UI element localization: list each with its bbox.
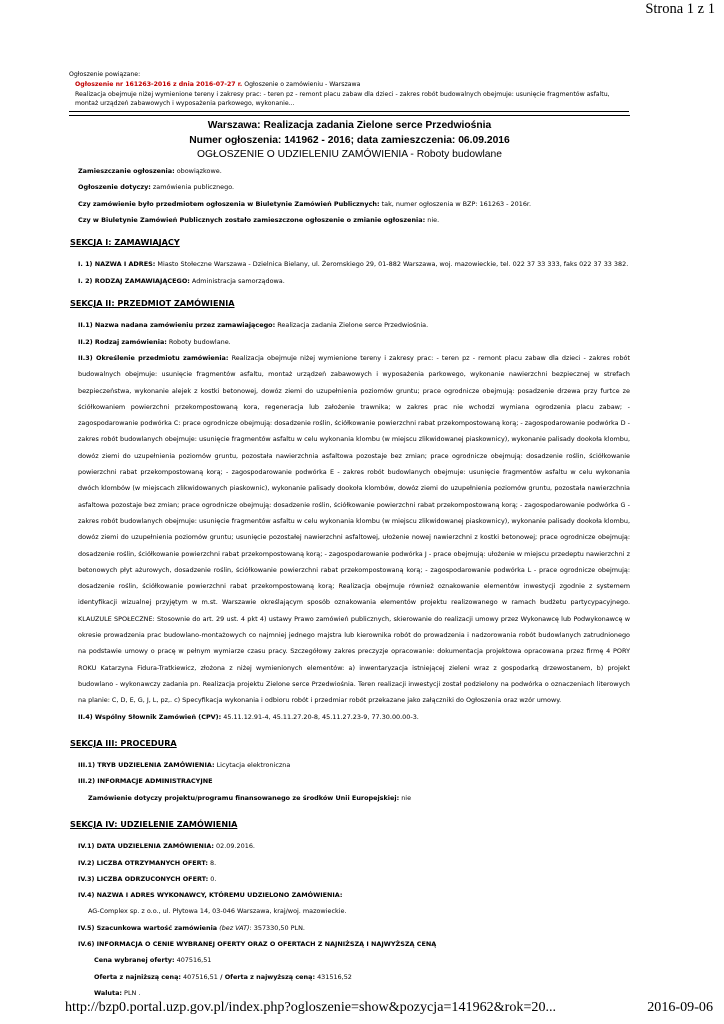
chosen-offer-price: Cena wybranej oferty: 407516,51 <box>94 956 212 965</box>
print-footer <box>65 999 715 1016</box>
footer-url[interactable]: http://bzp0.portal.uzp.gov.pl/index.php?ogloszenie=show&pozycja=141962&rok=20... <box>65 999 557 1015</box>
contracting-authority-address: I. 1) NAZWA I ADRES: Miasto Stołeczne Warszawa - Dzielnica Bielany, ul. Żeromskiego 29, 01-882 Warszawa, woj. mazowieckie, tel. 022 37 33 333, faks 022 37 33 382. <box>78 260 629 269</box>
related-link-line <box>69 80 629 90</box>
award-date: IV.1) DATA UDZIELENIA ZAMÓWIENIA: 02.09.2016. <box>78 842 255 851</box>
related-description: Realizacja obejmuje niżej wymienione tereny i zakresy prac: - teren pz - remont placu zabaw dla dzieci - zakres robót budowalnych obejmuje: usunięcie fragmentów asfaltu, montaż urządzeń zabawowych i wyposażenia parkowego, wykonanie... <box>69 90 629 113</box>
related-notice <box>69 70 629 112</box>
order-type: II.2) Rodzaj zamówienia: Roboty budowlane. <box>78 337 231 346</box>
contractor-address: AG-Complex sp. z o.o., ul. Płytowa 14, 03-046 Warszawa, kraj/woj. mazowieckie. <box>88 907 347 916</box>
notice-number: Numer ogłoszenia: 141962 - 2016; data zamieszczenia: 06.09.2016 <box>189 134 510 146</box>
contractor-heading: IV.4) NAZWA I ADRES WYKONAWCY, KTÓREMU UDZIELONO ZAMÓWIENIA: <box>78 891 343 900</box>
intro-concerns: Ogłoszenie dotyczy: zamówienia publicznego. <box>78 183 235 192</box>
currency: Waluta: PLN . <box>94 988 141 997</box>
section-1-heading: SEKCJA I: ZAMAWIAJĄCY <box>70 237 180 248</box>
offers-received: IV.2) LICZBA OTRZYMANYCH OFERT: 8. <box>78 858 217 867</box>
section-2-heading: SEKCJA II: PRZEDMIOT ZAMÓWIENIA <box>70 298 235 309</box>
order-name: II.1) Nazwa nadana zamówieniu przez zamawiającego: Realizacja zadania Zielone serce Przedwiośnia. <box>78 321 429 330</box>
page-number: Strona 1 z 1 <box>645 1 715 17</box>
notice-title: Warszawa: Realizacja zadania Zielone serce Przedwiośnia <box>207 120 492 131</box>
section-4-heading: SEKCJA IV: UDZIELENIE ZAMÓWIENIA <box>70 818 238 829</box>
notice-subtitle: OGŁOSZENIE O UDZIELENIU ZAMÓWIENIA - Roboty budowlane <box>197 149 502 160</box>
contracting-authority-type: I. 2) RODZAJ ZAMAWIAJĄCEGO: Administracja samorządowa. <box>78 276 285 285</box>
lowest-highest-offer: Oferta z najniższą ceną: 407516,51 / Oferta z najwyższą ceną: 431516,52 <box>94 972 352 981</box>
notice-content <box>70 163 630 1001</box>
offers-rejected: IV.3) LICZBA ODRZUCONYCH OFERT: 0. <box>78 874 217 883</box>
related-label: Ogłoszenie powiązane: <box>69 71 141 78</box>
section-3-heading: SEKCJA III: PROCEDURA <box>70 737 177 748</box>
related-link-suffix: Ogłoszenie o zamówieniu - Warszawa <box>244 80 361 88</box>
eu-funding: Zamówienie dotyczy projektu/programu finansowanego ze środków Unii Europejskiej: nie <box>88 793 412 802</box>
notice-header <box>69 115 630 163</box>
intro-mandatory: Zamieszczanie ogłoszenia: obowiązkowe. <box>78 167 222 175</box>
footer-date: 2016-09-06 <box>647 999 713 1015</box>
price-info-heading: IV.6) INFORMACJA O CENIE WYBRANEJ OFERTY ORAZ O OFERTACH Z NAJNIŻSZĄ I NAJWYŻSZĄ CENĄ <box>78 940 437 949</box>
order-description: II.3) Określenie przedmiotu zamówienia: Realizacja obejmuje niżej wymienione tereny i zakresy prac: - teren pz - remont placu zabaw dla dzieci - zakres robót budowalnych obejmuje: usunięcie fragmentów asfaltu, montaż urządzeń zabawowych i wyposażenia parkowego, wykonanie nawierzchni bezpiecznej w strefach bezpieczeństwa, wykonanie alejek z kostki betonowej, dowóz ziemi do uzupełnienia poziomów gruntu; prace ogrodnicze obejmują: posadzenie drzewa przy furtce ze ściółkowaniem powierzchni przekompostowaną kora, regeneracja lub założenie trawnika; w zakres prac nie wchodzi wymiana ogrodzenia placu zabaw; - zagospodarowanie podwórka C: prace ogrodnicze obejmują: dosadzenie roślin, ściółkowanie powierzchni rabat przekompostowaną korą; - zagospodarowanie podwórka D - zakres robót budowlanych obejmuje: usunięcie fragmentów asfaltu w celu wykonania klombu (w miejscu zlikwidowanej piaskownicy), wykonanie palisady dookoła klombu, dowóz ziemi do uzupełnienia poziomów gruntu, pozostała nawierzchnia asfaltowa pozostaje bez zmian; prace ogrodnicze obejmują: dosadzenie roślin, ściółkowanie powierzchni rabat przekompostowaną korą; - zagospodarowanie podwórka E - zakres robót budowlanych obejmuje: usunięcie fragmentów asfaltu w celu wykonania dwóch klombów (w miejscach zlikwidowanych piaskownic), wykonanie palisady dookoła klombów, dowóz ziemi do uzupełnienia poziomów gruntu, pozostała nawierzchnia asfaltowa pozostaje bez zmian; prace ogrodnicze obejmują: dosadzenie roślin, ściółkowanie powierzchni rabat przekompostowaną korą; - zagospodarowanie podwórka G - zakres robót budowlanych obejmuje: usunięcie fragmentów asfaltu w celu wykonania klombu (w miejscu zlikwidowanej piaskownicy), wykonanie palisady dookoła klombu, dowóz ziemi do uzupełnienia poziomów gruntu; usunięcie pozostałej nawierzchni asfaltowej, ułożenie nowej nawierzchni z kostki betonowej; prace ogrodnicze obejmują: dosadzenie roślin, ściółkowanie powierzchni rabat przekompostowaną korą; - zagospodarowanie podwórka J - prace obejmują: ułożenie w miejscu przedeptu nawierzchni z betonowych płyt ażurowych, dosadzenie roślin, ściółkowanie powierzchni rabat przekompostowaną korą; - zagospodarowanie podwórka L - prace ogrodnicze obejmują: dosadzenie roślin, ściółkowanie powierzchni rabat przekompostowaną korą; Realizacja obejmuje również oznakowanie elementów inwestycji zgodnie z systemem identyfikacji wizualnej przyjętym w m.st. Warszawie określającym sposób oznakowania elementów projektu realizowanego w ramach budżetu partycypacyjnego. KLAUZULE SPOŁECZNE: Stosownie do art. 29 ust. 4 pkt 4) ustawy Prawo zamówień publicznych, skierowanie do realizacji umowy przez Wykonawcę lub Podwykonawcę w okresie prowadzenia prac budowlano-montażowych co najmniej jednego majstra lub kierownika robót do prowadzenia i nadzorowania robót budowlanych zatrudnionego na podstawie umowy o pracę w pełnym wymiarze czasu pracy. Szczegółowy zakres preczyzje opracowanie: dokumentacja projektowa opracowana przez firmę 4 PORY ROKU Katarzyna Fidura-Tratkiewicz, złożona z niżej wymienionych elementów: a) inwentaryzacja istniejącej zieleni wraz z gospodarką drzewostanem, b) projekt budowlano - wykonawczy zadania pn. Realizacja projektu Zielone serce Przedwiośnia. Teren realizacji inwestycji został podzielony na podwórka o oznaczeniach literowych na planie: C, D, E, G, J, L, pz,. c) Specyfikacja wykonania i odbioru robót i przedmiar robót przekazane jako załączniki do Ogłoszenia oraz wzór umowy. <box>78 353 631 705</box>
estimated-value: IV.5) Szacunkowa wartość zamówienia (bez VAT): 357330,50 PLN. <box>78 923 305 932</box>
award-mode: III.1) TRYB UDZIELENIA ZAMÓWIENIA: Licytacja elektroniczna <box>78 761 291 770</box>
order-cpv: II.4) Wspólny Słownik Zamówień (CPV): 45.11.12.91-4, 45.11.27.20-8, 45.11.27.23-9, 77.30.00.00-3. <box>78 712 419 721</box>
admin-info-heading: III.2) INFORMACJE ADMINISTRACYJNE <box>78 777 213 786</box>
intro-bzp: Czy zamówienie było przedmiotem ogłoszenia w Biuletynie Zamówień Publicznych: tak, numer ogłoszenia w BZP: 161263 - 2016r. <box>78 199 532 208</box>
related-notice-link[interactable]: Ogłoszenie nr 161263-2016 z dnia 2016-07-27 r. <box>75 80 243 88</box>
intro-change: Czy w Biuletynie Zamówień Publicznych zostało zamieszczone ogłoszenie o zmianie ogłoszenia: nie. <box>78 215 440 224</box>
